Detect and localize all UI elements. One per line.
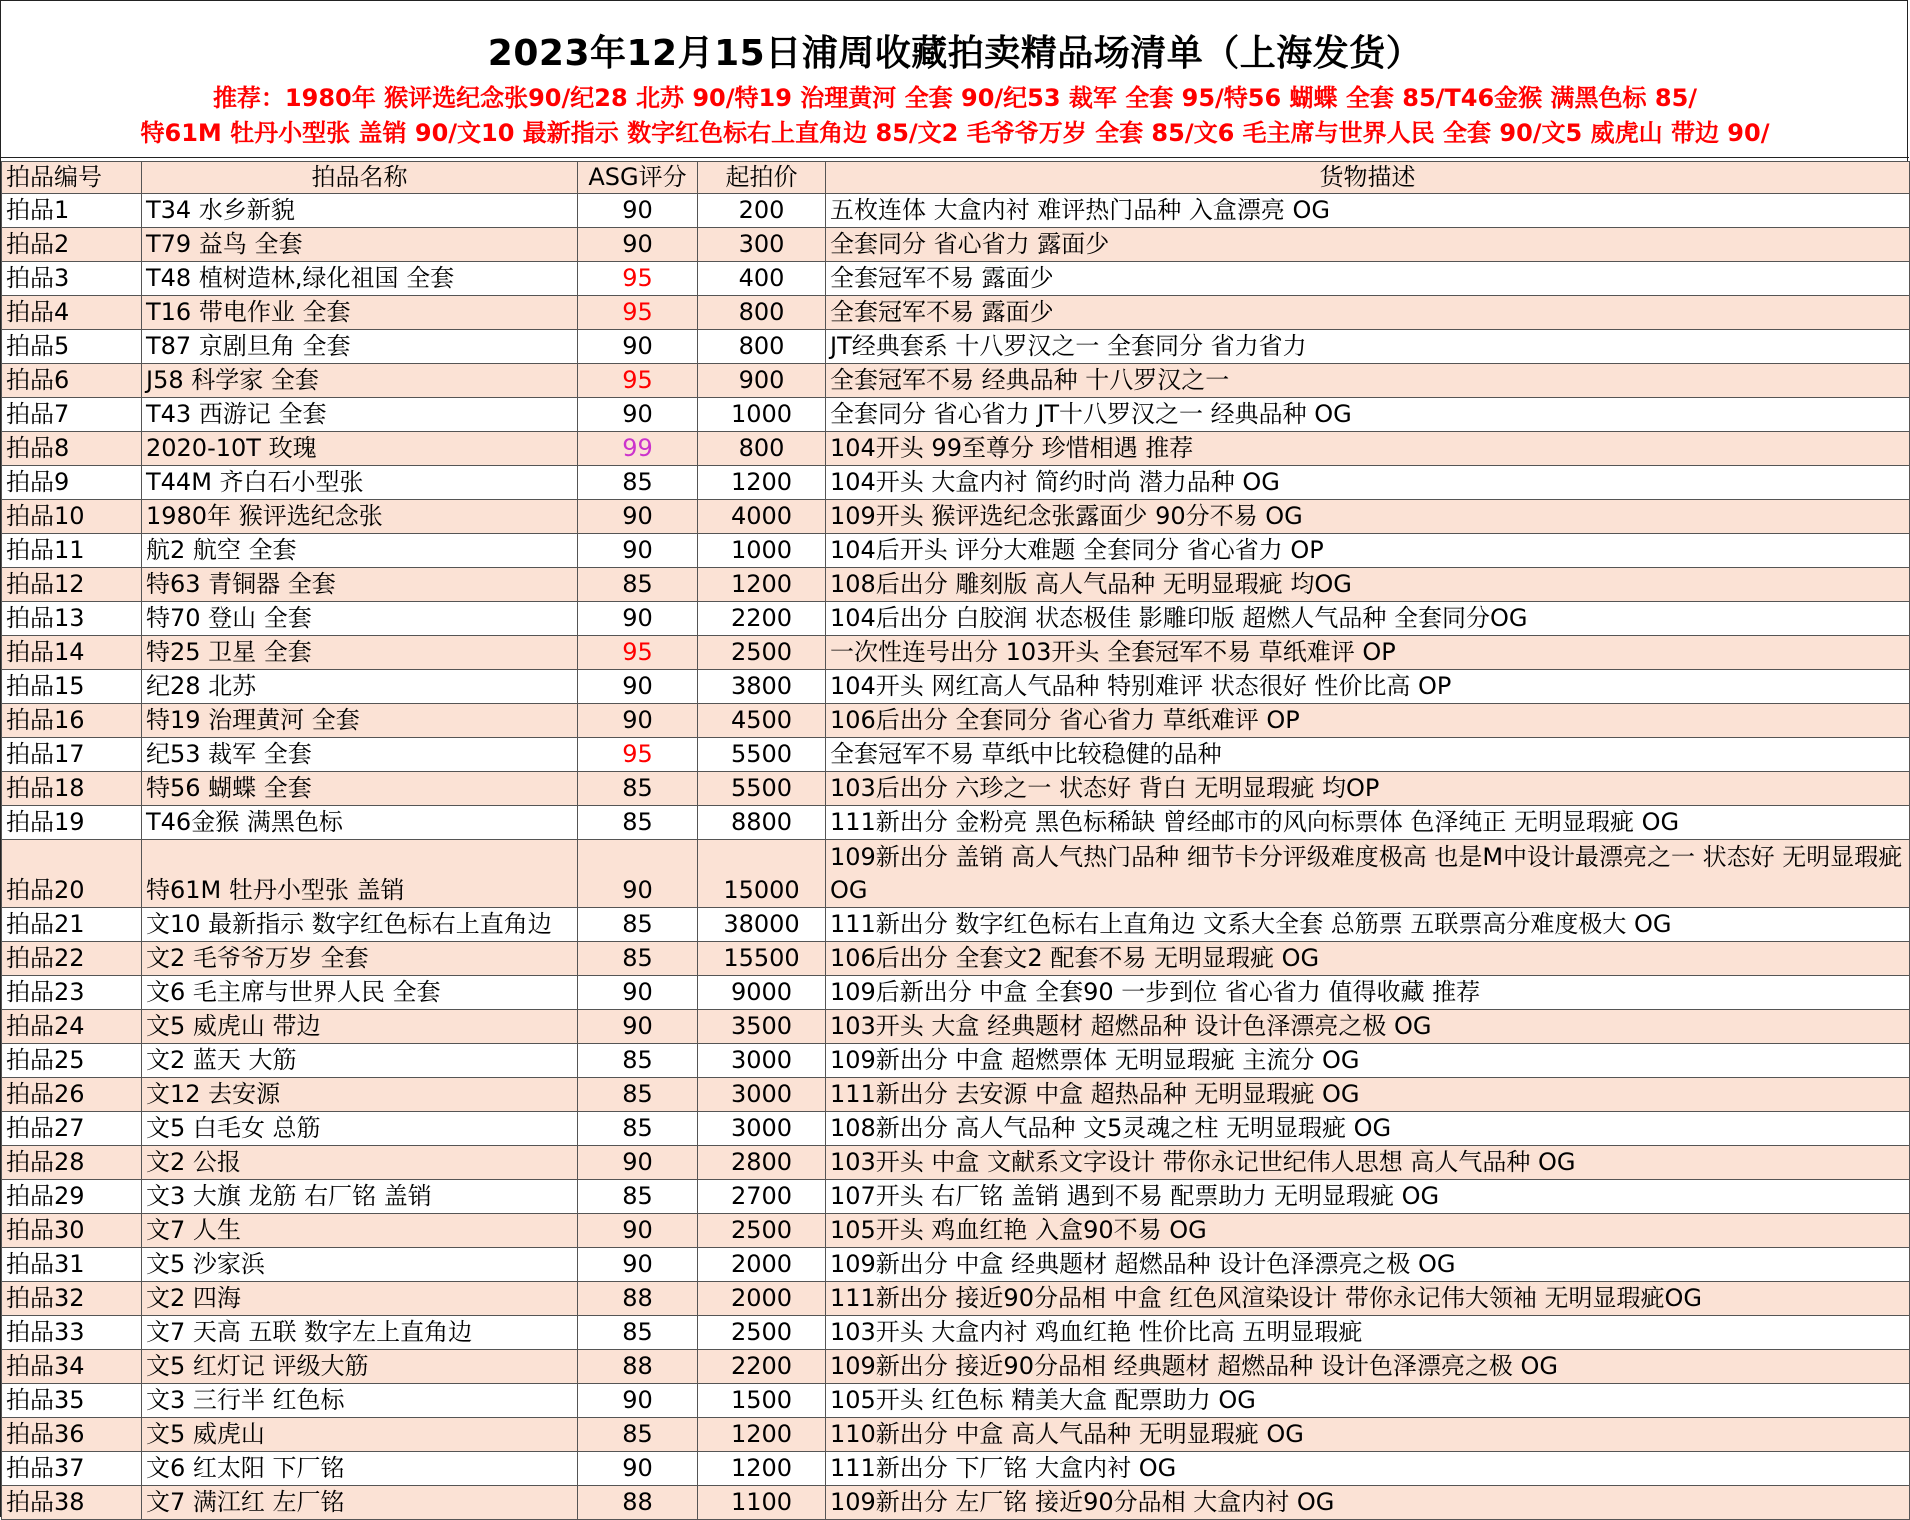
table-row: [2, 670, 1910, 704]
table-row: [2, 1384, 1910, 1418]
lot-cell: 拍品4: [2, 296, 142, 330]
lot-cell: 拍品28: [2, 1146, 142, 1180]
name-cell: 文10 最新指示 数字红色标右上直角边: [142, 908, 578, 942]
name-cell: 文5 沙家浜: [142, 1248, 578, 1282]
price-cell: 1200: [698, 466, 826, 500]
lot-cell: 拍品37: [2, 1452, 142, 1486]
table-row: [2, 466, 1910, 500]
score-cell: 90: [578, 228, 698, 262]
name-cell: 文7 天高 五联 数字左上直角边: [142, 1316, 578, 1350]
table-row: [2, 330, 1910, 364]
recommend-line-2: 特61M 牡丹小型张 盖销 90/文10 最新指示 数字红色标右上直角边 85/文2 毛爷爷万岁 全套 85/文6 毛主席与世界人民 全套 90/文5 威虎山 带边 90/: [140, 119, 1770, 147]
price-cell: 800: [698, 432, 826, 466]
name-cell: T87 京剧旦角 全套: [142, 330, 578, 364]
price-cell: 200: [698, 194, 826, 228]
score-cell: 85: [578, 1078, 698, 1112]
price-cell: 2700: [698, 1180, 826, 1214]
name-cell: 文5 红灯记 评级大筋: [142, 1350, 578, 1384]
page-title: 2023年12月15日浦周收藏拍卖精品场清单（上海发货）: [487, 33, 1423, 74]
score-cell: 85: [578, 772, 698, 806]
price-cell: 8800: [698, 806, 826, 840]
table-row: [2, 1282, 1910, 1316]
score-cell: 90: [578, 1214, 698, 1248]
lot-cell: 拍品12: [2, 568, 142, 602]
name-cell: 纪28 北苏: [142, 670, 578, 704]
name-cell: 文3 三行半 红色标: [142, 1384, 578, 1418]
score-cell: 95: [578, 262, 698, 296]
table-row: [2, 194, 1910, 228]
lot-cell: 拍品11: [2, 534, 142, 568]
price-cell: 4000: [698, 500, 826, 534]
score-cell: 90: [578, 1146, 698, 1180]
price-cell: 2500: [698, 1316, 826, 1350]
table-row: [2, 1214, 1910, 1248]
name-cell: 文7 满江红 左厂铭: [142, 1486, 578, 1520]
price-cell: 2500: [698, 636, 826, 670]
desc-cell: 109新出分 左厂铭 接近90分品相 大盒内衬 OG: [826, 1486, 1910, 1520]
name-cell: 特25 卫星 全套: [142, 636, 578, 670]
table-row: [2, 840, 1910, 908]
score-cell: 85: [578, 466, 698, 500]
score-cell: 85: [578, 806, 698, 840]
table-row: [2, 398, 1910, 432]
name-cell: J58 科学家 全套: [142, 364, 578, 398]
desc-cell: 全套同分 省心省力 露面少: [826, 228, 1910, 262]
score-cell: 88: [578, 1350, 698, 1384]
name-cell: 特19 治理黄河 全套: [142, 704, 578, 738]
lot-cell: 拍品9: [2, 466, 142, 500]
desc-cell: 103开头 中盒 文献系文字设计 带你永记世纪伟人思想 高人气品种 OG: [826, 1146, 1910, 1180]
price-cell: 3000: [698, 1112, 826, 1146]
score-cell: 95: [578, 738, 698, 772]
lot-cell: 拍品18: [2, 772, 142, 806]
price-cell: 38000: [698, 908, 826, 942]
price-cell: 2500: [698, 1214, 826, 1248]
desc-cell: 全套冠军不易 草纸中比较稳健的品种: [826, 738, 1910, 772]
desc-cell: 104开头 网红高人气品种 特别难评 状态很好 性价比高 OP: [826, 670, 1910, 704]
lot-cell: 拍品3: [2, 262, 142, 296]
price-cell: 3000: [698, 1044, 826, 1078]
table-row: [2, 602, 1910, 636]
desc-cell: 104开头 99至尊分 珍惜相遇 推荐: [826, 432, 1910, 466]
lot-cell: 拍品34: [2, 1350, 142, 1384]
table-row: [2, 704, 1910, 738]
lot-cell: 拍品15: [2, 670, 142, 704]
table-row: [2, 432, 1910, 466]
lot-cell: 拍品17: [2, 738, 142, 772]
score-cell: 85: [578, 942, 698, 976]
price-cell: 800: [698, 330, 826, 364]
lot-cell: 拍品6: [2, 364, 142, 398]
price-cell: 300: [698, 228, 826, 262]
name-cell: 航2 航空 全套: [142, 534, 578, 568]
desc-cell: 五枚连体 大盒内衬 难评热门品种 入盒漂亮 OG: [826, 194, 1910, 228]
desc-cell: 108新出分 高人气品种 文5灵魂之柱 无明显瑕疵 OG: [826, 1112, 1910, 1146]
desc-cell: 106后出分 全套同分 省心省力 草纸难评 OP: [826, 704, 1910, 738]
price-cell: 1100: [698, 1486, 826, 1520]
score-cell: 85: [578, 1044, 698, 1078]
desc-cell: 109新出分 中盒 超燃票体 无明显瑕疵 主流分 OG: [826, 1044, 1910, 1078]
score-cell: 90: [578, 194, 698, 228]
price-cell: 3000: [698, 1078, 826, 1112]
table-row: [2, 1146, 1910, 1180]
price-cell: 1200: [698, 568, 826, 602]
recommend-line-1: 推荐：1980年 猴评选纪念张90/纪28 北苏 90/特19 治理黄河 全套 90/纪53 裁军 全套 95/特56 蝴蝶 全套 85/T46金猴 满黑色标 85/: [212, 84, 1698, 112]
price-cell: 1000: [698, 534, 826, 568]
lot-cell: 拍品8: [2, 432, 142, 466]
desc-cell: 111新出分 接近90分品相 中盒 红色风渲染设计 带你永记伟大领袖 无明显瑕疵OG: [826, 1282, 1910, 1316]
desc-cell: 106后出分 全套文2 配套不易 无明显瑕疵 OG: [826, 942, 1910, 976]
desc-cell: 109新出分 中盒 经典题材 超燃品种 设计色泽漂亮之极 OG: [826, 1248, 1910, 1282]
sheet-header: [1, 1, 1909, 158]
lot-cell: 拍品23: [2, 976, 142, 1010]
desc-cell: 107开头 右厂铭 盖销 遇到不易 配票助力 无明显瑕疵 OG: [826, 1180, 1910, 1214]
table-row: [2, 228, 1910, 262]
table-row: [2, 534, 1910, 568]
desc-cell: 111新出分 数字红色标右上直角边 文系大全套 总筋票 五联票高分难度极大 OG: [826, 908, 1910, 942]
table-row: [2, 1316, 1910, 1350]
price-cell: 15500: [698, 942, 826, 976]
price-cell: 3500: [698, 1010, 826, 1044]
desc-cell: 109开头 猴评选纪念张露面少 90分不易 OG: [826, 500, 1910, 534]
auction-table: [1, 161, 1910, 1520]
score-cell: 85: [578, 1418, 698, 1452]
name-cell: T79 益鸟 全套: [142, 228, 578, 262]
desc-cell: 103后出分 六珍之一 状态好 背白 无明显瑕疵 均OP: [826, 772, 1910, 806]
name-cell: 文2 蓝天 大筋: [142, 1044, 578, 1078]
lot-cell: 拍品19: [2, 806, 142, 840]
desc-cell: 104后出分 白胶润 状态极佳 影雕印版 超燃人气品种 全套同分OG: [826, 602, 1910, 636]
name-cell: 文2 毛爷爷万岁 全套: [142, 942, 578, 976]
price-cell: 15000: [698, 840, 826, 908]
desc-cell: 109新出分 盖销 高人气热门品种 细节卡分评级难度极高 也是M中设计最漂亮之一 状态好 无明显瑕疵 OG: [826, 840, 1910, 908]
name-cell: 纪53 裁军 全套: [142, 738, 578, 772]
lot-cell: 拍品7: [2, 398, 142, 432]
table-row: [2, 364, 1910, 398]
lot-cell: 拍品2: [2, 228, 142, 262]
lot-cell: 拍品27: [2, 1112, 142, 1146]
desc-cell: 105开头 红色标 精美大盒 配票助力 OG: [826, 1384, 1910, 1418]
desc-cell: 全套冠军不易 露面少: [826, 296, 1910, 330]
lot-cell: 拍品32: [2, 1282, 142, 1316]
lot-cell: 拍品20: [2, 840, 142, 908]
lot-cell: 拍品30: [2, 1214, 142, 1248]
desc-cell: 全套冠军不易 露面少: [826, 262, 1910, 296]
name-cell: 文5 白毛女 总筋: [142, 1112, 578, 1146]
desc-cell: 103开头 大盒内衬 鸡血红艳 性价比高 五明显瑕疵: [826, 1316, 1910, 1350]
table-row: [2, 1044, 1910, 1078]
price-cell: 1200: [698, 1452, 826, 1486]
name-cell: 特56 蝴蝶 全套: [142, 772, 578, 806]
score-cell: 90: [578, 398, 698, 432]
column-header-score: ASG评分: [578, 162, 698, 194]
table-row: [2, 1350, 1910, 1384]
lot-cell: 拍品10: [2, 500, 142, 534]
column-header-price: 起拍价: [698, 162, 826, 194]
table-row: [2, 1180, 1910, 1214]
column-header-name: 拍品名称: [142, 162, 578, 194]
name-cell: T48 植树造林,绿化祖国 全套: [142, 262, 578, 296]
desc-cell: 103开头 大盒 经典题材 超燃品种 设计色泽漂亮之极 OG: [826, 1010, 1910, 1044]
lot-cell: 拍品16: [2, 704, 142, 738]
price-cell: 3800: [698, 670, 826, 704]
name-cell: 特70 登山 全套: [142, 602, 578, 636]
score-cell: 88: [578, 1282, 698, 1316]
table-row: [2, 1112, 1910, 1146]
table-row: [2, 772, 1910, 806]
price-cell: 9000: [698, 976, 826, 1010]
name-cell: T34 水乡新貌: [142, 194, 578, 228]
lot-cell: 拍品36: [2, 1418, 142, 1452]
table-row: [2, 942, 1910, 976]
score-cell: 90: [578, 1452, 698, 1486]
score-cell: 90: [578, 602, 698, 636]
desc-cell: 110新出分 中盒 高人气品种 无明显瑕疵 OG: [826, 1418, 1910, 1452]
lot-cell: 拍品21: [2, 908, 142, 942]
column-header-desc: 货物描述: [826, 162, 1910, 194]
column-header-lot: 拍品编号: [2, 162, 142, 194]
table-row: [2, 296, 1910, 330]
score-cell: 90: [578, 704, 698, 738]
price-cell: 1200: [698, 1418, 826, 1452]
name-cell: 文7 人生: [142, 1214, 578, 1248]
table-row: [2, 1078, 1910, 1112]
price-cell: 1000: [698, 398, 826, 432]
desc-cell: 104后开头 评分大难题 全套同分 省心省力 OP: [826, 534, 1910, 568]
lot-cell: 拍品38: [2, 1486, 142, 1520]
lot-cell: 拍品13: [2, 602, 142, 636]
name-cell: 文2 四海: [142, 1282, 578, 1316]
score-cell: 90: [578, 330, 698, 364]
desc-cell: 108后出分 雕刻版 高人气品种 无明显瑕疵 均OG: [826, 568, 1910, 602]
price-cell: 2000: [698, 1248, 826, 1282]
score-cell: 90: [578, 976, 698, 1010]
table-row: [2, 1248, 1910, 1282]
score-cell: 99: [578, 432, 698, 466]
score-cell: 95: [578, 364, 698, 398]
score-cell: 95: [578, 636, 698, 670]
score-cell: 90: [578, 670, 698, 704]
desc-cell: 111新出分 去安源 中盒 超热品种 无明显瑕疵 OG: [826, 1078, 1910, 1112]
desc-cell: 105开头 鸡血红艳 入盒90不易 OG: [826, 1214, 1910, 1248]
desc-cell: 111新出分 下厂铭 大盒内衬 OG: [826, 1452, 1910, 1486]
table-row: [2, 806, 1910, 840]
lot-cell: 拍品24: [2, 1010, 142, 1044]
score-cell: 95: [578, 296, 698, 330]
table-row: [2, 908, 1910, 942]
desc-cell: 109新出分 接近90分品相 经典题材 超燃品种 设计色泽漂亮之极 OG: [826, 1350, 1910, 1384]
lot-cell: 拍品31: [2, 1248, 142, 1282]
desc-cell: 全套同分 省心省力 JT十八罗汉之一 经典品种 OG: [826, 398, 1910, 432]
name-cell: 1980年 猴评选纪念张: [142, 500, 578, 534]
name-cell: 文3 大旗 龙筋 右厂铭 盖销: [142, 1180, 578, 1214]
lot-cell: 拍品29: [2, 1180, 142, 1214]
price-cell: 1500: [698, 1384, 826, 1418]
table-row: [2, 262, 1910, 296]
price-cell: 2200: [698, 1350, 826, 1384]
table-row: [2, 738, 1910, 772]
table-row: [2, 1486, 1910, 1520]
desc-cell: JT经典套系 十八罗汉之一 全套同分 省力省力: [826, 330, 1910, 364]
desc-cell: 109后新出分 中盒 全套90 一步到位 省心省力 值得收藏 推荐: [826, 976, 1910, 1010]
name-cell: 特61M 牡丹小型张 盖销: [142, 840, 578, 908]
desc-cell: 111新出分 金粉亮 黑色标稀缺 曾经邮市的风向标票体 色泽纯正 无明显瑕疵 OG: [826, 806, 1910, 840]
table-row: [2, 568, 1910, 602]
price-cell: 800: [698, 296, 826, 330]
price-cell: 400: [698, 262, 826, 296]
score-cell: 90: [578, 1384, 698, 1418]
price-cell: 900: [698, 364, 826, 398]
lot-cell: 拍品33: [2, 1316, 142, 1350]
price-cell: 2200: [698, 602, 826, 636]
name-cell: 文5 威虎山: [142, 1418, 578, 1452]
score-cell: 85: [578, 568, 698, 602]
table-header-row: [2, 162, 1910, 194]
score-cell: 85: [578, 1112, 698, 1146]
score-cell: 90: [578, 1248, 698, 1282]
desc-cell: 一次性连号出分 103开头 全套冠军不易 草纸难评 OP: [826, 636, 1910, 670]
score-cell: 85: [578, 1180, 698, 1214]
desc-cell: 104开头 大盒内衬 简约时尚 潜力品种 OG: [826, 466, 1910, 500]
score-cell: 90: [578, 534, 698, 568]
table-row: [2, 636, 1910, 670]
name-cell: 文5 威虎山 带边: [142, 1010, 578, 1044]
name-cell: 文6 红太阳 下厂铭: [142, 1452, 578, 1486]
score-cell: 85: [578, 908, 698, 942]
score-cell: 85: [578, 1316, 698, 1350]
price-cell: 5500: [698, 738, 826, 772]
score-cell: 90: [578, 840, 698, 908]
name-cell: 文2 公报: [142, 1146, 578, 1180]
name-cell: T16 带电作业 全套: [142, 296, 578, 330]
lot-cell: 拍品22: [2, 942, 142, 976]
price-cell: 2800: [698, 1146, 826, 1180]
lot-cell: 拍品25: [2, 1044, 142, 1078]
lot-cell: 拍品5: [2, 330, 142, 364]
table-row: [2, 500, 1910, 534]
table-row: [2, 1452, 1910, 1486]
table-row: [2, 976, 1910, 1010]
lot-cell: 拍品35: [2, 1384, 142, 1418]
desc-cell: 全套冠军不易 经典品种 十八罗汉之一: [826, 364, 1910, 398]
lot-cell: 拍品14: [2, 636, 142, 670]
price-cell: 2000: [698, 1282, 826, 1316]
name-cell: T44M 齐白石小型张: [142, 466, 578, 500]
score-cell: 90: [578, 1010, 698, 1044]
name-cell: 特63 青铜器 全套: [142, 568, 578, 602]
name-cell: T43 西游记 全套: [142, 398, 578, 432]
name-cell: 文6 毛主席与世界人民 全套: [142, 976, 578, 1010]
price-cell: 4500: [698, 704, 826, 738]
score-cell: 88: [578, 1486, 698, 1520]
name-cell: T46金猴 满黑色标: [142, 806, 578, 840]
name-cell: 2020-10T 玫瑰: [142, 432, 578, 466]
table-row: [2, 1418, 1910, 1452]
score-cell: 90: [578, 500, 698, 534]
name-cell: 文12 去安源: [142, 1078, 578, 1112]
lot-cell: 拍品26: [2, 1078, 142, 1112]
table-body: [2, 194, 1910, 1520]
lot-cell: 拍品1: [2, 194, 142, 228]
table-row: [2, 1010, 1910, 1044]
price-cell: 5500: [698, 772, 826, 806]
